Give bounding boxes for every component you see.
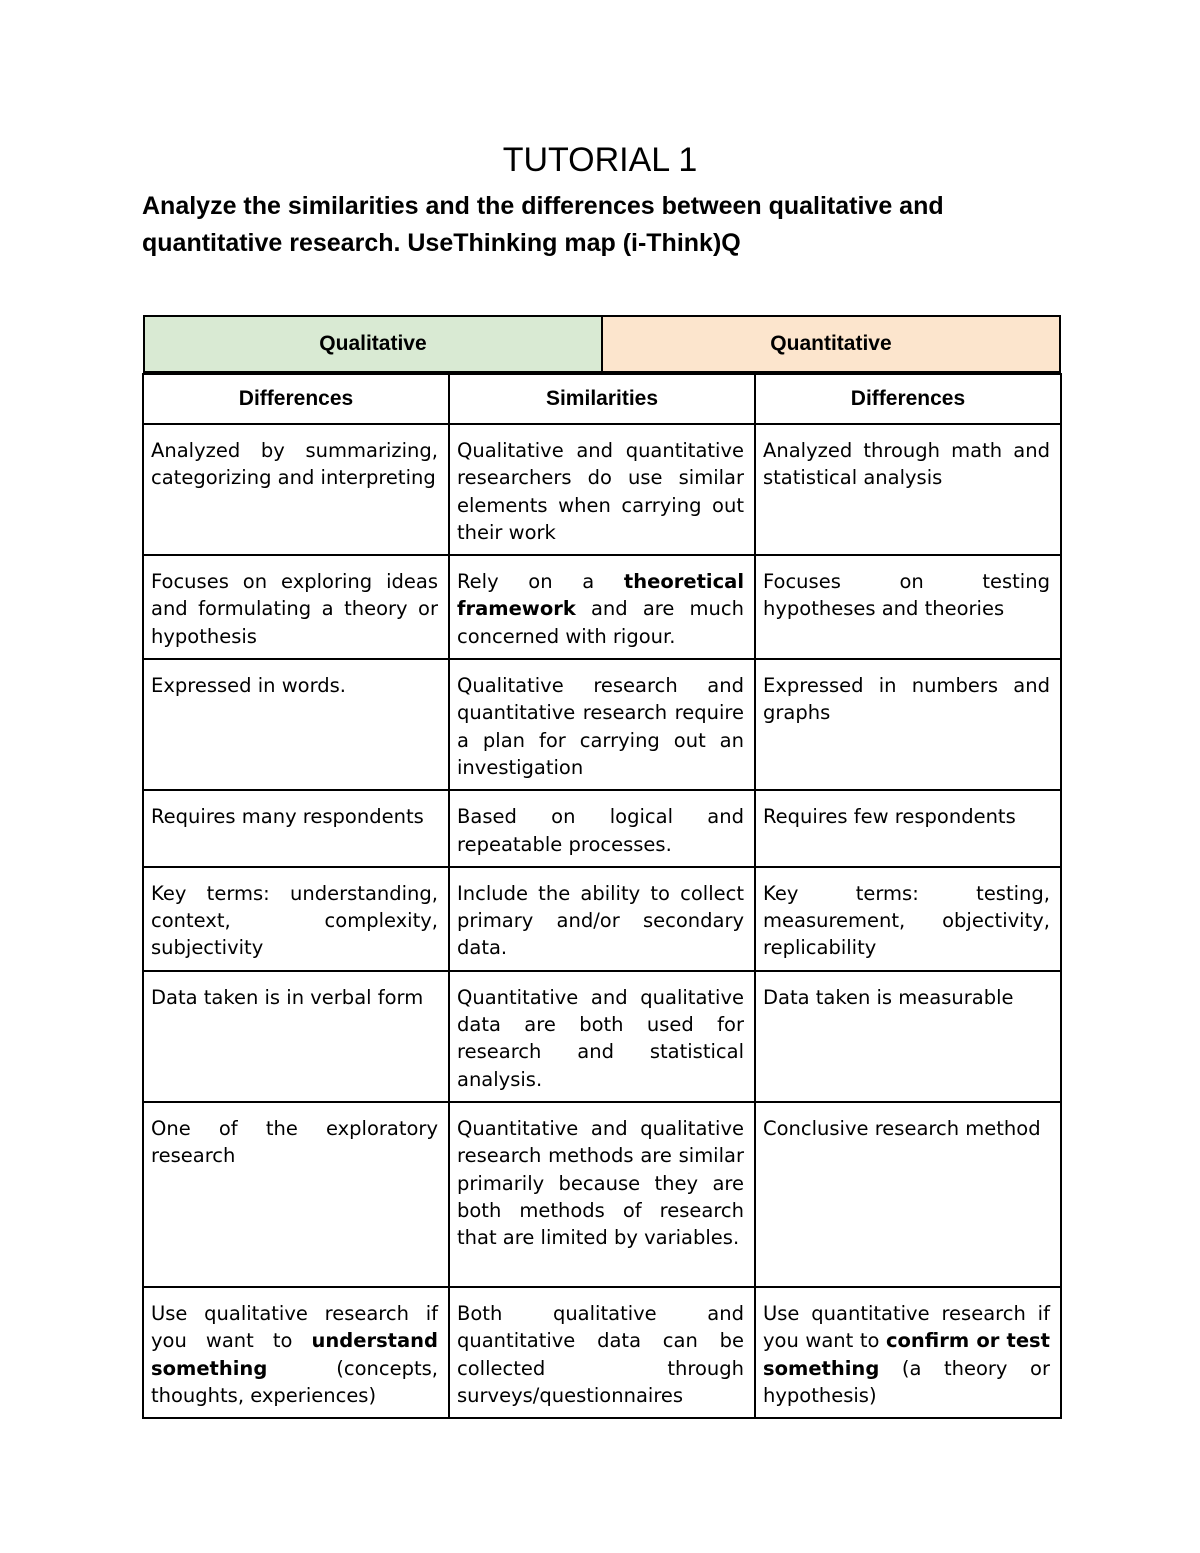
quantitative-difference-cell: Analyzed through math and statistical analysis (755, 424, 1061, 555)
quantitative-difference-cell: Expressed in numbers and graphs (755, 659, 1061, 790)
qualitative-differences-header: Differences (143, 374, 449, 424)
quantitative-differences-header: Differences (755, 374, 1061, 424)
quantitative-emphasis: confirm or test something (763, 1329, 1050, 1380)
table-row (143, 790, 1061, 867)
qualitative-difference-cell: Focuses on exploring ideas and formulating a theory or hypothesis (143, 555, 449, 659)
similarity-cell (449, 555, 755, 659)
similarity-emphasis: theoretical framework (457, 570, 744, 621)
page-title: TUTORIAL 1 (502, 141, 698, 179)
similarity-cell: Quantitative and qualitative research methods are similar primarily because they are both methods of research that are limited by variables. (449, 1102, 755, 1287)
qualitative-difference-cell: Analyzed by summarizing, categorizing and interpreting (143, 424, 449, 555)
qualitative-difference-cell: One of the exploratory research (143, 1102, 449, 1287)
quantitative-text-end: (a theory or hypothesis) (763, 1356, 1050, 1407)
qualitative-difference-cell: Data taken is in verbal form (143, 971, 449, 1102)
qualitative-group-header: Qualitative (144, 316, 602, 372)
comparison-table (142, 315, 1062, 1419)
qualitative-text-start: Use qualitative research if you want to (151, 1302, 438, 1353)
similarity-text-start: Rely on a (457, 570, 624, 594)
instructions-text: Analyze the similarities and the differences between qualitative and quantitative research. UseThinking map (i-Think)Q (142, 192, 944, 257)
qualitative-difference-cell (143, 1287, 449, 1418)
table-row (143, 424, 1061, 555)
similarity-cell: Both qualitative and quantitative data can be collected through surveys/questionnaires (449, 1287, 755, 1418)
qualitative-text-end: (concepts, thoughts, experiences) (151, 1356, 438, 1407)
similarity-cell: Qualitative and quantitative researchers do use similar elements when carrying out their work (449, 424, 755, 555)
table-row (143, 971, 1061, 1102)
qualitative-difference-cell: Key terms: understanding, context, complexity, subjectivity (143, 867, 449, 971)
quantitative-difference-cell: Focuses on testing hypotheses and theories (755, 555, 1061, 659)
quantitative-group-header: Quantitative (602, 316, 1060, 372)
table-row (143, 555, 1061, 659)
table-row (143, 867, 1061, 971)
table-row (143, 659, 1061, 790)
qualitative-emphasis: understand something (151, 1329, 438, 1380)
quantitative-difference-cell: Requires few respondents (755, 790, 1061, 867)
quantitative-difference-cell: Conclusive research method (755, 1102, 1061, 1287)
similarity-cell: Include the ability to collect primary and/or secondary data. (449, 867, 755, 971)
similarity-text-end: and are much concerned with rigour. (457, 597, 744, 648)
qualitative-difference-cell: Requires many respondents (143, 790, 449, 867)
similarities-header: Similarities (449, 374, 755, 424)
similarity-cell: Based on logical and repeatable processes. (449, 790, 755, 867)
table-row (143, 1287, 1061, 1418)
quantitative-difference-cell: Key terms: testing, measurement, objectivity, replicability (755, 867, 1061, 971)
qualitative-difference-cell: Expressed in words. (143, 659, 449, 790)
similarity-cell: Qualitative research and quantitative research require a plan for carrying out an investigation (449, 659, 755, 790)
similarity-cell: Quantitative and qualitative data are both used for research and statistical analysis. (449, 971, 755, 1102)
column-header-row (143, 374, 1061, 424)
quantitative-difference-cell (755, 1287, 1061, 1418)
quantitative-difference-cell: Data taken is measurable (755, 971, 1061, 1102)
quantitative-text-start: Use quantitative research if you want to (763, 1302, 1050, 1353)
table-row (143, 1102, 1061, 1287)
group-header-row (143, 315, 1061, 374)
